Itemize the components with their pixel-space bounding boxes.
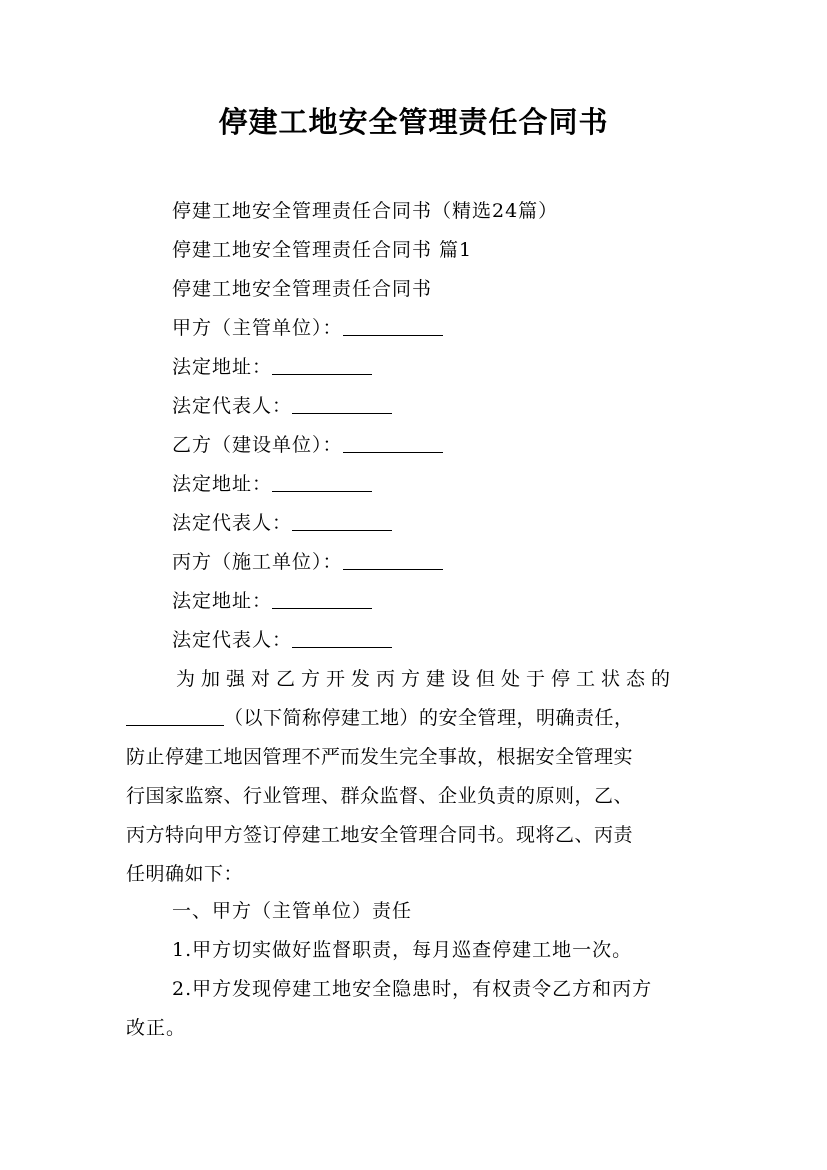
party-c-label: 丙方（施工单位）： [172,551,343,573]
party-b-address-label: 法定地址： [172,473,273,495]
section-1-item-2: 2.甲方发现停建工地安全隐患时，有权责令乙方和丙方 [172,978,653,1000]
party-b-address-row [172,472,372,496]
intro-paragraph [126,660,710,894]
party-a-blank [343,317,443,336]
party-c-representative-row [172,628,392,652]
party-b-row [172,433,443,457]
intro-line-5: 丙方特向甲方签订停建工地安全管理合同书。现将乙、丙责 [126,824,634,846]
intro-line-6: 任明确如下： [126,863,244,885]
party-c-blank [343,551,443,570]
party-a-representative-label: 法定代表人： [172,395,293,417]
party-b-representative-blank [292,512,392,531]
contract-title: 停建工地安全管理责任合同书 [172,278,433,300]
intro-line-2-text: （以下简称停建工地）的安全管理，明确责任， [224,707,634,729]
party-c-address-row [172,589,372,613]
party-c-representative-blank [292,629,392,648]
party-b-blank [343,434,443,453]
intro-line-2 [126,699,710,738]
intro-line-3: 防止停建工地因管理不严而发生完全事故，根据安全管理实 [126,746,634,768]
section-1-item-1: 1.甲方切实做好监督职责，每月巡查停建工地一次。 [172,939,633,961]
party-b-address-blank [272,473,372,492]
party-a-address-row [172,355,372,379]
party-b-representative-row [172,511,392,535]
party-a-label: 甲方（主管单位）： [172,317,343,339]
intro-line-4: 行国家监察、行业管理、群众监督、企业负责的原则，乙、 [126,785,634,807]
party-a-address-label: 法定地址： [172,356,273,378]
party-a-row [172,316,443,340]
document-title: 停建工地安全管理责任合同书 [218,105,609,139]
party-a-representative-blank [292,395,392,414]
intro-line-1: 为加强对乙方开发丙方建设但处于停工状态的 [176,668,677,690]
party-b-representative-label: 法定代表人： [172,512,293,534]
party-c-address-label: 法定地址： [172,590,273,612]
section-1-heading: 一、甲方（主管单位）责任 [172,900,413,922]
document-subtitle: 停建工地安全管理责任合同书（精选24篇） [172,200,559,222]
site-name-blank [126,707,224,726]
party-a-address-blank [272,356,372,375]
party-a-representative-row [172,394,392,418]
section-heading: 停建工地安全管理责任合同书 篇1 [172,239,473,261]
section-1-item-2-continuation: 改正。 [126,1017,187,1039]
party-c-representative-label: 法定代表人： [172,629,293,651]
party-b-label: 乙方（建设单位）： [172,434,343,456]
party-c-address-blank [272,590,372,609]
party-c-row [172,550,443,574]
